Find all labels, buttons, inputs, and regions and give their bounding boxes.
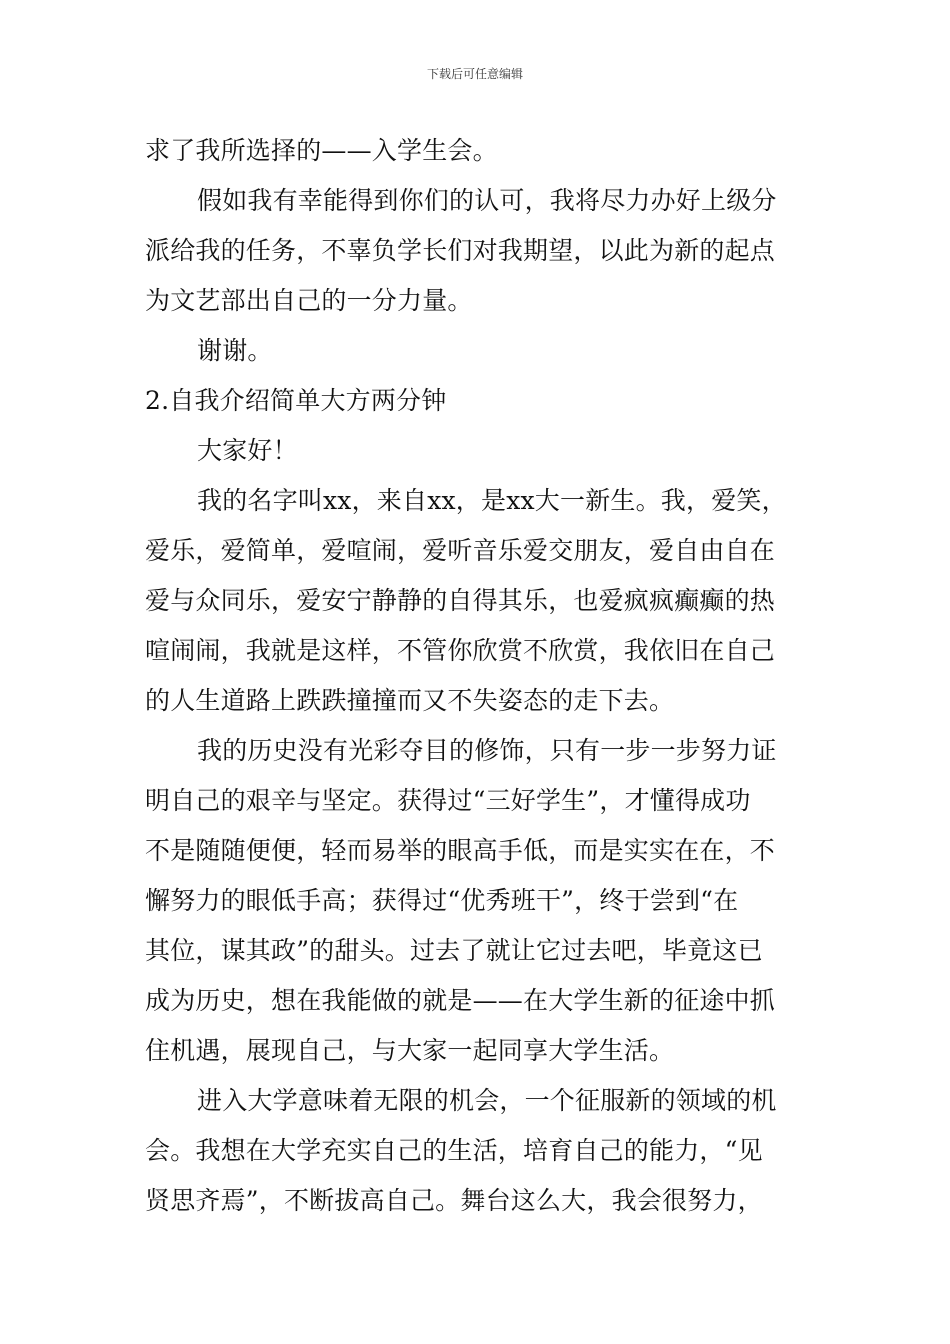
text-line: 我的历史没有光彩夺目的修饰，只有一步一步努力证 bbox=[197, 736, 777, 765]
text-line: 2.自我介绍简单大方两分钟 bbox=[145, 386, 447, 415]
text-line: 大家好！ bbox=[197, 436, 298, 465]
document-body bbox=[145, 126, 805, 1226]
text-line: 不是随随便便，轻而易举的眼高手低，而是实实在在，不 bbox=[145, 836, 776, 865]
text-line: 成为历史，想在我能做的就是——在大学生新的征途中抓 bbox=[145, 986, 776, 1015]
text-line: 的人生道路上跌跌撞撞而又不失姿态的走下去。 bbox=[145, 686, 675, 715]
text-line: 明自己的艰辛与坚定。获得过“三好学生”，才懂得成功 bbox=[145, 786, 751, 815]
text-line: 谢谢。 bbox=[197, 336, 273, 365]
text-line: 派给我的任务，不辜负学长们对我期望，以此为新的起点 bbox=[145, 236, 776, 265]
text-line: 为文艺部出自己的一分力量。 bbox=[145, 286, 473, 315]
text-line: 求了我所选择的——入学生会。 bbox=[145, 136, 498, 165]
text-line: 其位，谋其政”的甜头。过去了就让它过去吧，毕竟这已 bbox=[145, 936, 763, 965]
text-line: 懈努力的眼低手高；获得过“优秀班干”，终于尝到“在 bbox=[145, 886, 739, 915]
text-line: 假如我有幸能得到你们的认可，我将尽力办好上级分 bbox=[197, 186, 777, 215]
text-line: 爱与众同乐，爱安宁静静的自得其乐，也爱疯疯癫癫的热 bbox=[145, 586, 776, 615]
text-line: 进入大学意味着无限的机会，一个征服新的领域的机 bbox=[197, 1086, 777, 1115]
text-line: 住机遇，展现自己，与大家一起同享大学生活。 bbox=[145, 1036, 675, 1065]
text-line: 爱乐，爱简单，爱喧闹，爱听音乐爱交朋友，爱自由自在 bbox=[145, 536, 776, 565]
text-line: 我的名字叫xx，来自xx，是xx大一新生。我，爱笑， bbox=[197, 486, 787, 515]
text-line: 会。我想在大学充实自己的生活，培育自己的能力，“见 bbox=[145, 1136, 763, 1165]
text-line: 贤思齐焉”，不断拔高自己。舞台这么大，我会很努力， bbox=[145, 1186, 763, 1215]
page-header: 下载后可任意编辑 bbox=[426, 67, 523, 81]
text-line: 喧闹闹，我就是这样，不管你欣赏不欣赏，我依旧在自己 bbox=[145, 636, 776, 665]
